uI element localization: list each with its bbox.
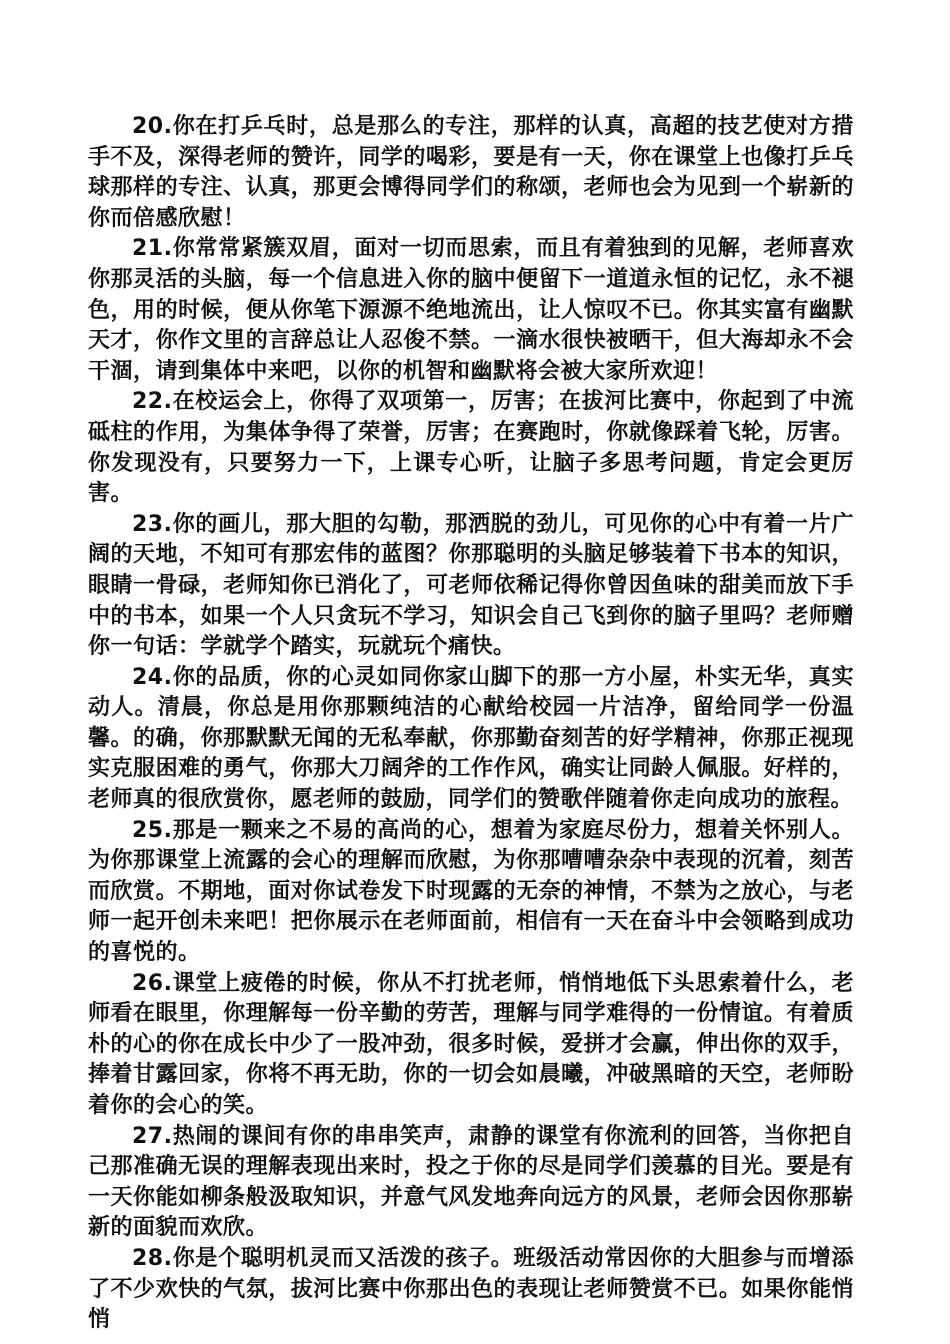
comment-paragraph-25: 25.那是一颗来之不易的高尚的心，想着为家庭尽份力，想着关怀别人。为你那课堂上流露的会心的理解而欣慰，为你那嘈嘈杂杂中表现的沉着，刻苦而欣赏。不期地，面对你试卷发下时现露的无奈的神情，不禁为之放心，与老师一起开创未来吧！把你展示在老师面前，相信有一天在奋斗中会领略到成功的喜悦的。: [88, 817, 854, 966]
comment-paragraph-22: 22.在校运会上，你得了双项第一，厉害；在拔河比赛中，你起到了中流砥柱的作用，为集体争得了荣誉，厉害；在赛跑时，你就像踩着飞轮，厉害。你发现没有，只要努力一下，上课专心听，让脑子多思考问题，肯定会更厉害。: [88, 389, 854, 507]
comment-paragraph-28: 28.你是个聪明机灵而又活泼的孩子。班级活动常因你的大胆参与而增添了不少欢快的气氛，拔河比赛中你那出色的表现让老师赞赏不已。如果你能悄悄: [88, 1245, 854, 1333]
comment-paragraph-27: 27.热闹的课间有你的串串笑声，肃静的课堂有你流利的回答，当你把自己那准确无误的理解表现出来时，投之于你的尽是同学们羡慕的目光。要是有一天你能如柳条般汲取知识，并意气风发地奔向远方的风景，老师会因你那崭新的面貌而欢欣。: [88, 1123, 854, 1241]
comment-paragraph-24: 24.你的品质，你的心灵如同你家山脚下的那一方小屋，朴实无华，真实动人。清晨，你总是用你那颗纯洁的心献给校园一片洁净，留给同学一份温馨。的确，你那默默无闻的无私奉献，你那勤奋刻苦的好学精神，你那正视现实克服困难的勇气，你那大刀阔斧的工作作风，确实让同龄人佩服。好样的，老师真的很欣赏你，愿老师的鼓励，同学们的赞歌伴随着你走向成功的旅程。: [88, 664, 854, 813]
comment-paragraph-21: 21.你常常紧簇双眉，面对一切而思索，而且有着独到的见解，老师喜欢你那灵活的头脑，每一个信息进入你的脑中便留下一道道永恒的记忆，永不褪色，用的时候，便从你笔下源源不绝地流出，让人惊叹不已。你其实富有幽默天才，你作文里的言辞总让人忍俊不禁。一滴水很快被晒干，但大海却永不会干涸，请到集体中来吧，以你的机智和幽默将会被大家所欢迎！: [88, 236, 854, 384]
comment-paragraph-26: 26.课堂上疲倦的时候，你从不打扰老师，悄悄地低下头思索着什么，老师看在眼里，你理解每一份辛勤的劳苦，理解与同学难得的一份情谊。有着质朴的心的你在成长中少了一股冲劲，很多时候，爱拼才会赢，伸出你的双手，捧着甘露回家，你将不再无助，你的一切会如晨曦，冲破黑暗的天空，老师盼着你的会心的笑。: [88, 970, 854, 1118]
comment-paragraph-20: 20.你在打乒乓时，总是那么的专注，那样的认真，高超的技艺使对方措手不及，深得老师的赞许，同学的喝彩，要是有一天，你在课堂上也像打乒乓球那样的专注、认真，那更会博得同学们的称颂，老师也会为见到一个崭新的你而倍感欣慰！: [88, 114, 854, 231]
comment-paragraph-23: 23.你的画儿，那大胆的勾勒，那洒脱的劲儿，可见你的心中有着一片广阔的天地，不知可有那宏伟的蓝图？你那聪明的头脑足够装着下书本的知识，眼睛一骨碌，老师知你已消化了，可老师依稀记得你曾因鱼味的甜美而放下手中的书本，如果一个人只贪玩不学习，知识会自己飞到你的脑子里吗？老师赠你一句话：学就学个踏实，玩就玩个痛快。: [88, 511, 854, 660]
document-page: [88, 112, 854, 1336]
